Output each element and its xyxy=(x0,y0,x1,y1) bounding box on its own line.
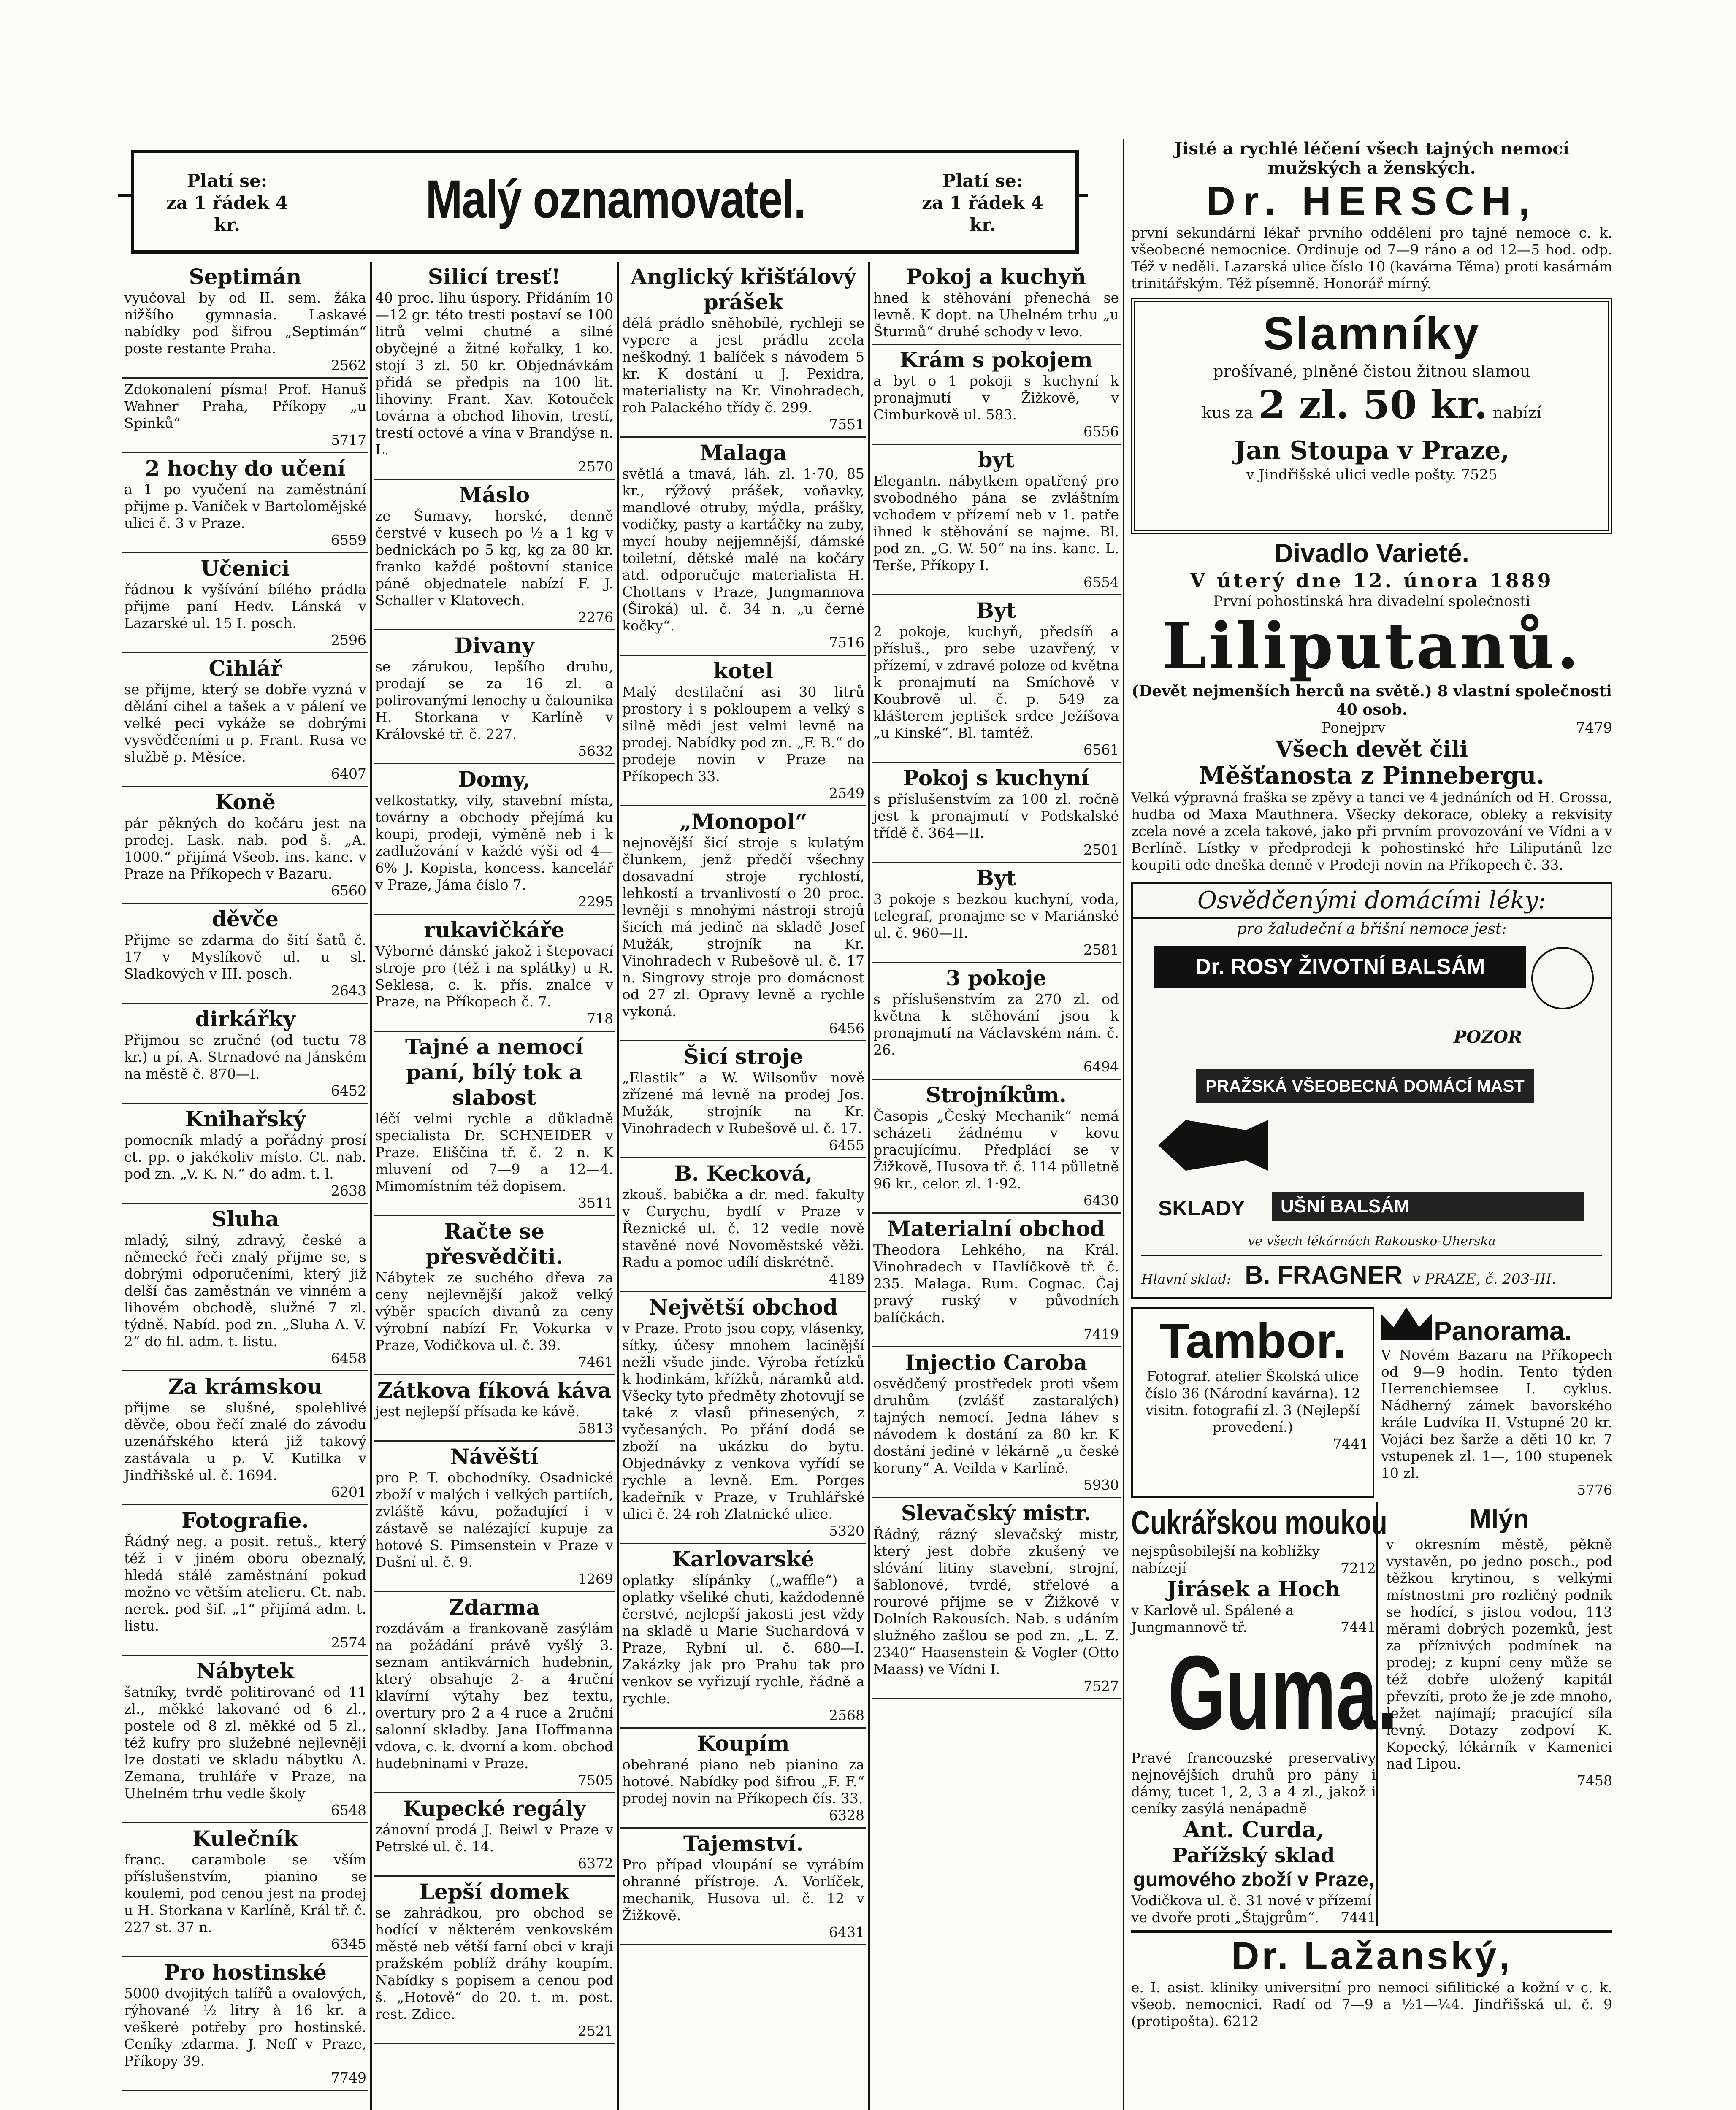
ad-number: 2581 xyxy=(1083,941,1119,958)
ad-heading: byt xyxy=(978,447,1015,472)
fragner-city: v PRAZE, č. 203-III. xyxy=(1412,1271,1556,1288)
classified-ad xyxy=(122,1204,368,1372)
ad-text: dělá prádlo sněhobílé, rychleji se vypere a jest prádlu zcela neškodný. 1 balíček s návodem 5 kr. K dostání u J. Pexidra, materialisty na Kr. Vinohradech, roh Palackého třídy č. 299. xyxy=(622,315,864,416)
ad-text: nejnovější šicí stroje s kulatým člunkem, jenž předčí všechny dosavadní stroje rychlostí, lehkostí a trvanlivostí o 20 proc. levněji s mnohými nástroji strojů šicích má jedině na skladě Josef Mužák, strojník na Kr. Vinohradech v Rubešově ul. č. 17 n. Singrovy stroje pro domácnost od 27 zl. Opravy levně a rychle vykoná. xyxy=(622,834,864,1020)
ad-number: 6345 xyxy=(331,1936,366,1952)
classified-ad xyxy=(122,904,368,1004)
ad-text: pár pěkných do kočáru jest na prodej. Lask. nab. pod š. „A. 1000.“ přijímá Všeob. ins. kanc. v Praze na Příkopech v Bazaru. xyxy=(124,815,366,882)
ad-heading: Pokoj s kuchyní xyxy=(903,766,1089,790)
ad-number: 6372 xyxy=(578,1855,613,1872)
ad-heading: Šicí stroje xyxy=(683,1044,803,1069)
balsam-rosy-label: Dr. ROSY ŽIVOTNÍ BALSÁM xyxy=(1154,946,1526,988)
ad-text: řádnou k vyšívání bílého prádla přijme paní Hedv. Lánská v Lazarské ul. 15 I. posch. xyxy=(124,581,366,631)
classified-ad xyxy=(872,863,1121,963)
classified-ad xyxy=(872,1214,1121,1347)
ad-number: 718 xyxy=(587,1010,613,1027)
ad-text: Přijme se zdarma do šití šatů č. 17 v Myslíkově ul. u sl. Sladkových v III. posch. xyxy=(124,932,366,982)
jirasek-text: v Karlově ul. Spálené a Jungmannově tř. xyxy=(1131,1602,1294,1635)
slamniky-price-prefix: kus za xyxy=(1202,403,1254,422)
ad-text: Theodora Lehkého, na Král. Vinohradech v Havlíčkově tř. č. 235. Malaga. Rum. Cognac. Čaj pravý ruský v původních balíčkách. xyxy=(873,1242,1119,1326)
ad-text: s příslušenstvím za 270 zl. od května k stěhování jsou k pronajmutí na Václavském nám. č. 26. xyxy=(873,991,1119,1058)
variete-date: V úterý dne 12. února 1889 xyxy=(1190,569,1554,592)
crown-icon xyxy=(1381,1307,1432,1340)
panorama-title: Panorama. xyxy=(1434,1316,1572,1346)
ad-heading: Karlovarské xyxy=(672,1547,815,1572)
ad-heading: Fotografie. xyxy=(181,1508,309,1533)
classified-ad xyxy=(620,262,866,438)
classified-ad xyxy=(122,1104,368,1204)
ad-text: oplatky slípánky („waffle“) a oplatky všeliké chuti, každodenně čerstvé, nejlepší jakosti jest vždy na skladě u Marie Suchardová v Praze, Rybní ul. č. 680—I. Zakázky jak pro Prahu tak pro venkov se vyřizují rychle, řádně a rychle. xyxy=(622,1572,864,1707)
slamniky-title: Slamníky xyxy=(1263,308,1481,360)
curda-name: Ant. Curda, xyxy=(1183,1817,1324,1843)
header-divider-left xyxy=(118,194,131,197)
column-rule-2 xyxy=(617,262,619,2110)
slamniky-price-suffix: nabízí xyxy=(1492,403,1542,422)
classified-ad xyxy=(620,1158,866,1292)
classified-ad xyxy=(872,595,1121,763)
classified-ad xyxy=(122,1656,368,1823)
ad-text: vyučoval by od II. sem. žáka nižšího gymnasia. Laskavé nabídky pod šifrou „Septimán“ poste restante Praha. xyxy=(124,289,366,357)
ad-heading: Divany xyxy=(454,633,534,658)
classified-ad xyxy=(122,262,368,379)
ad-text: léčí velmi rychle a důkladně specialista Dr. SCHNEIDER v Praze. Eliščina tř. č. 2 n. K mluvení od 7—9 a 12—4. Mimomístním též dopisem. xyxy=(375,1110,613,1194)
ad-number: 6201 xyxy=(331,1484,366,1500)
ads-column-2 xyxy=(374,262,615,2044)
ad-number: 2562 xyxy=(331,357,366,373)
guma-text: Pravé francouzské preservativy nejnovějších druhů pro pány i dámy, tucet 1, 2, 3 a 4 zl., jakož i ceníky zasýlá nenápadně xyxy=(1131,1750,1376,1817)
ad-text: Řádný neg. a posit. retuš., který též i v jiném oboru obeznalý, hledá stálé zaměstnání pokud možno ve větším atelieru. Ct. nab. nerek. pod šif. „1“ přijímá adm. t. listu. xyxy=(124,1533,366,1634)
ad-text: Výborné dánské jakož i štepovací stroje pro (též i na splátky) u R. Seklesa, c. k. přís. znalce v Praze, na Příkopech č. 7. xyxy=(375,943,613,1010)
liliputanu-title: Liliputanů. xyxy=(1162,609,1582,683)
ad-heading: Račte se přesvědčiti. xyxy=(425,1219,563,1269)
ad-number: 6556 xyxy=(1083,423,1119,440)
classified-ad xyxy=(374,1794,615,1877)
ad-text: zkouš. babička a dr. med. fakulty v Curychu, bydlí v Praze v Řeznické ul. č. 12 vedle nově stavěné nové Novoměstské věži. Radu a pomoc udílí diskrétně. xyxy=(622,1186,864,1270)
tambor-title: Tambor. xyxy=(1159,1313,1346,1368)
mast-label: PRAŽSKÁ VŠEOBECNÁ DOMÁCÍ MAST xyxy=(1196,1069,1534,1103)
hersch-name: Dr. HERSCH, xyxy=(1206,179,1538,224)
usni-label: UŠNÍ BALSÁM xyxy=(1272,1192,1584,1221)
classified-ad xyxy=(122,553,368,653)
variete-number: 7479 xyxy=(1576,720,1612,736)
classified-ad xyxy=(872,445,1121,595)
header-left-small: Platí se: xyxy=(187,170,268,191)
jirasek-number: 7441 xyxy=(1341,1619,1376,1635)
ad-heading: Strojníkům. xyxy=(926,1082,1067,1107)
ad-text: Malý destilační asi 30 litrů prostory i s pokloupem a velký s silně mědi jest velmi levně na prodej. Nabídky pod zn. „F. B.“ do prodeje novin v Praze na Příkopech 33. xyxy=(622,684,864,784)
ad-number: 1269 xyxy=(578,1571,613,1587)
stoupa-address: v Jindřišské ulici vedle pošty. xyxy=(1246,466,1457,483)
classified-ad xyxy=(122,379,368,453)
fragner-name: B. FRAGNER xyxy=(1245,1261,1403,1289)
ad-heading: Zátkova fíková káva xyxy=(377,1378,612,1403)
classified-ad xyxy=(872,1080,1121,1214)
ad-heading: Kupecké regály xyxy=(403,1796,586,1821)
ponejprv: Ponejprv xyxy=(1321,720,1386,736)
header-right-small: Platí se: xyxy=(942,170,1023,191)
hersch-ad xyxy=(1131,139,1612,292)
ad-text: 2 pokoje, kuchyň, předsíň a přísluš., pro sebe uzavřený, v přízemí, v zdravé poloze od května k pronajmutí na Smíchově v Koubrově ul. č. p. 549 za klášterem jeptišek srdce Ježíšova „u Kinské“. Bl. tamtéž. xyxy=(873,623,1119,741)
classified-ad xyxy=(872,763,1121,863)
tambor-text: Fotograf. atelier Školská ulice číslo 36 (Národní kavárna). 12 visitn. fotografií zl. 3 (Nejlepší provedení.) xyxy=(1145,1368,1361,1435)
parizsky-sklad: Pařížský sklad xyxy=(1172,1844,1335,1867)
classified-ad xyxy=(872,963,1121,1080)
ad-heading: Byt xyxy=(976,866,1016,890)
ad-text: přijme se slušné, spolehlivé děvče, obou řečí znalé do závodu uzenářského která již takový zastávala u p. V. Kutilka v Jindřišské ul. č. 1694. xyxy=(124,1399,366,1483)
ad-heading: Pokoj a kuchyň xyxy=(906,264,1086,289)
classified-ad xyxy=(620,806,866,1041)
ad-text: rozdávám a frankovaně zasýlám na požádání právě vyšlý 3. seznam antikvárních hudebnin, který obsahuje 2- a 4ruční klavírní výtahy bez textu, overtury pro 2 a 4 ruce a 2ruční salonní skladby. Jana Hoffmanna vdova, c. k. dvorní a kom. obchod hudebninami v Praze. xyxy=(375,1620,613,1772)
ad-number: 7516 xyxy=(829,634,864,651)
ad-number: 4189 xyxy=(829,1271,864,1287)
ad-number: 2574 xyxy=(331,1634,366,1651)
ad-heading: Knihařský xyxy=(185,1106,306,1131)
mlyn-text: v okresním městě, pěkně vystavěn, po jedno posch., pod těžkou krytinou, s velkými místnostmi pro rozličný podnik se hodící, s jistou vodou, 113 měrami dobrých pozemků, jest za příznivých podmínek na prodej; z kupní ceny může se též dobře uložený kapitál převzíti, proto že je zde mnoho, ležet najímají; pracující síla levný. Dotazy zodpoví K. Kopecký, lékárník v Kamenici nad Lipou. xyxy=(1386,1536,1612,1772)
ad-text: 40 proc. lihu úspory. Přidáním 10—12 gr. této tresti postaví se 100 litrů velmi chutné a silné obyčejné a žitné kořalky, 1 ko. stojí 3 zl. 50 kr. Objednávkám přidá se předpis na 100 lit. lihoviny. Frant. Xav. Kotouček továrna a obchod lihovin, trestí, trestí octové a vína v Brandýse n. L. xyxy=(375,289,613,458)
classified-ad xyxy=(374,630,615,764)
classified-ad xyxy=(620,438,866,656)
ad-heading: Tajné a nemocí paní, bílý tok a slabost xyxy=(405,1034,584,1110)
mestanosta-title: Měšťanosta z Pinnebergu. xyxy=(1199,762,1544,790)
ad-heading: Za krámskou xyxy=(168,1374,322,1399)
header-banner xyxy=(131,150,1079,254)
classified-ad xyxy=(122,1004,368,1104)
lazansky-number: 6212 xyxy=(1223,2013,1259,2029)
classified-ad xyxy=(374,915,615,1032)
ad-heading: Učenici xyxy=(200,556,290,581)
classified-ad xyxy=(872,262,1121,345)
classified-ad xyxy=(122,1372,368,1505)
ad-number: 5813 xyxy=(578,1420,613,1436)
pozor-label: POZOR xyxy=(1454,1027,1522,1047)
cukrar-title: Cukrářskou moukou xyxy=(1131,1504,1387,1541)
fish-icon xyxy=(1158,1120,1268,1171)
classified-ad xyxy=(122,787,368,904)
ad-number: 6430 xyxy=(1083,1192,1119,1209)
ad-text: se zahrádkou, pro obchod se hodící v některém venkovském městě neb větší farní obci v kraji pražském poblíž dráhy koupím. Nabídky s popisem a cenou pod š. „Hotově“ do 20. t. m. post. rest. Zdice. xyxy=(375,1904,613,2022)
ad-number: 7419 xyxy=(1083,1326,1119,1342)
variete-text: Velká výpravná fraška se zpěvy a tanci ve 4 jednáních od H. Grossa, hudba od Maxa Mauthnera. Všecky dekorace, obleky a rekvisity zcela nové a zcela takové, jako při prvním provozování ve Vídni a v Berlíně. Lístky v předprodeji k pohostinské hře Liliputánů lze koupiti ode dneška denně v Prodeji novin na Příkopech č. 33. xyxy=(1131,789,1612,873)
lazansky-ad xyxy=(1131,1930,1612,2030)
ad-number: 2295 xyxy=(578,893,613,910)
ad-number: 2638 xyxy=(331,1182,366,1199)
slamniky-text: prošívané, plněné čistou žitnou slamou xyxy=(1213,362,1530,381)
slamniky-ad xyxy=(1131,298,1612,534)
classified-ad xyxy=(620,1829,866,1945)
ad-number: 2568 xyxy=(829,1707,864,1723)
classified-ad xyxy=(374,262,615,480)
classified-ad xyxy=(374,764,615,915)
variete-ad xyxy=(1131,538,1612,874)
jirasek-name: Jirásek a Hoch xyxy=(1167,1577,1341,1601)
curda-text: Vodičkova ul. č. 31 nové v přízemí ve dvoře proti „Štajgrům“. xyxy=(1131,1892,1372,1926)
ad-number: 6560 xyxy=(331,882,366,899)
ad-number: 5930 xyxy=(1083,1477,1119,1493)
ad-text: v Praze. Proto jsou copy, vlásenky, sítky, účesy mnohem lacinější nežli všude jinde. Výroba řetízků k hodinkám, křížků, náramků atd. Všecky tyto předměty zhotovují se také z vlasů přinesených, z vyčesaných. Po přání dodá se zboží na ukázku do bytu. Objednávky z venkova vyřídí se rychle a levně. Em. Porges kadeřník v Praze, v Truhlářské ulici č. 24 roh Zlatnické ulice. xyxy=(622,1320,864,1522)
classified-ad xyxy=(620,1292,866,1544)
ad-heading: dirkářky xyxy=(195,1006,295,1031)
classified-ad xyxy=(374,1877,615,2044)
ad-heading: Krám s pokojem xyxy=(899,347,1093,372)
classified-ad xyxy=(374,1375,615,1442)
ad-heading: Pro hostinské xyxy=(164,1960,327,1985)
ad-heading: Tajemství. xyxy=(683,1831,804,1856)
ad-number: 6458 xyxy=(331,1350,366,1366)
ad-text: s příslušenstvím za 100 zl. ročně jest k pronajmutí v Podskalské třídě č. 364—II. xyxy=(873,791,1119,841)
ad-heading: Anglický křišťálový prášek xyxy=(631,264,856,314)
ad-heading: kotel xyxy=(713,658,773,683)
balsam-headline: Osvědčenými domácími léky: xyxy=(1133,884,1611,919)
classified-ad xyxy=(122,453,368,553)
ad-text: franc. carambole se vším příslušenstvím, pianino se koulemi, pod cenou jest na prodej u H. Storkana v Karlíně, Král tř. č. 227 st. 37 n. xyxy=(124,1851,366,1935)
hersch-text: první sekundární lékař prvního oddělení pro tajné nemoce c. k. všeobecné nemocnice. Ordinuje od 7—9 ráno a od 12—5 hod. odp. Též v neděli. Lazarská ulice číslo 10 (kavárna Těma) proti kasárnám trinitářským. Též písemně. Honorář mírný. xyxy=(1131,225,1612,292)
ad-text: pro P. T. obchodníky. Osadnické zboží v malých i velkých partiích, zvláště kávu, požadující i v zástavě se nalézající kupuje za hotové S. Pimsenstein v Praze v Dušní ul. č. 9. xyxy=(375,1469,613,1570)
ad-heading: Kulečník xyxy=(192,1826,298,1851)
classified-ad xyxy=(122,653,368,787)
ad-heading: Byt xyxy=(976,598,1016,623)
ad-number: 7461 xyxy=(578,1354,613,1370)
ad-heading: rukavičkáře xyxy=(424,917,565,942)
classified-ad xyxy=(620,1544,866,1729)
ad-number: 6456 xyxy=(829,1020,864,1036)
ad-text: se přijme, který se dobře vyzná v dělání cihel a tašek a v pálení ve velké peci vykáže se dobrými vysvědčeními u p. Frant. Rusa ve službě p. Měsíce. xyxy=(124,681,366,765)
ad-heading: Injectio Caroba xyxy=(905,1350,1088,1375)
balsam-ad xyxy=(1131,882,1612,1299)
ads-column-4 xyxy=(872,262,1121,1699)
classified-ad xyxy=(122,1505,368,1656)
ad-heading: Návěští xyxy=(450,1444,539,1469)
tambor-ad xyxy=(1131,1307,1374,1498)
balsam-subline: pro žaludeční a břišní nemoce jest: xyxy=(1237,920,1507,938)
ads-column-3 xyxy=(620,262,866,1945)
classified-ad xyxy=(374,1216,615,1375)
ad-heading: 2 hochy do učení xyxy=(145,456,346,481)
header-right-price: za 1 řádek 4 kr. xyxy=(922,192,1043,235)
ad-heading: Domy, xyxy=(458,767,531,792)
ad-text: Nábytek ze suchého dřeva za ceny nejlevnější jakož velký výběr spacích divanů za ceny výrobní nabízí Fr. Vokurka v Praze, Vodičkova ul. č. 39. xyxy=(375,1269,613,1353)
ad-heading: Lepší domek xyxy=(419,1879,569,1904)
ad-text: Elegantn. nábytkem opatřený pro svobodného pána se zvláštním vchodem v přízemí neb v 1. patře ihned k stěhování se najme. Bl. pod zn. „G. W. 50“ na ins. kanc. L. Terše, Příkopy I. xyxy=(873,473,1119,573)
ad-number: 6328 xyxy=(829,1807,864,1823)
ad-number: 2596 xyxy=(331,632,366,648)
ad-text: Řádný, rázný slevačský mistr, který jest dobře zkušený ve slévání litiny stavební, strojní, šablonové, tvrdé, střelové a rourové přijme se v Žižkově v Dolních Rakousích. Nab. s udáním služného zašlou se pod zn. „L. Z. 2340“ Haasenstein & Vogler (Otto Maass) ve Vídni I. xyxy=(873,1526,1119,1677)
ad-number: 2276 xyxy=(578,609,613,625)
ad-text: se zárukou, lepšího druhu, prodají se za 16 zl. a polirovanými lenochy u čalounika H. Storkana v Karlíně v Královské tř. č. 227. xyxy=(375,658,613,742)
cukrar-text: nejspůsobilejší na koblížky nabízejí xyxy=(1131,1543,1320,1576)
header-divider-right xyxy=(1075,194,1088,197)
ad-text: „Elastik“ a W. Wilsonův nově zřízené má levně na prodej Jos. Mužák, strojník na Kr. Vinohradech v Rubešově ul. č. 17. xyxy=(622,1069,864,1136)
ad-text: 5000 dvojitých talířů a ovalových, rýhované ½ litry à 16 kr. a veškeré potřeby pro hostinské. Ceníky zdarma. J. Neff v Praze, Příkopy 39. xyxy=(124,1985,366,2069)
ad-number: 5632 xyxy=(578,743,613,759)
header-left-price: za 1 řádek 4 kr. xyxy=(166,192,288,235)
variete-title: Divadlo Varieté. xyxy=(1274,539,1469,568)
cukrar-number: 7212 xyxy=(1341,1560,1376,1576)
ad-heading: Nábytek xyxy=(196,1658,294,1683)
ad-number: 7551 xyxy=(829,416,864,433)
ad-text: Časopis „Český Mechanik“ nemá scházeti žádnému v kovu pracujícímu. Předplácí se v Žižkově, Husova tř. č. 114 půlletně 96 kr., celor. zl. 1·92. xyxy=(873,1108,1119,1192)
ad-heading: Koně xyxy=(215,790,276,814)
ads-column-right xyxy=(1131,139,1612,2030)
ad-text: Pro případ vloupání se vyrábím ohranné přístroje. A. Vorlíček, mechanik, Husova ul. č. 12 v Žižkově. xyxy=(622,1856,864,1923)
ad-text: světlá a tmavá, láh. zl. 1·70, 85 kr., rýžový prášek, voňavky, mandlové otruby, mýdla, prášky, vodičky, pasty a kartáčky na zuby, mycí houby nejjemnější, dámské toiletní, dětské malé na kočáry atd. odporučuje materialista H. Chottans v Praze, Jungmannova (Široká) ul. č. 34 n. „u černé kočky“. xyxy=(622,465,864,634)
ad-heading: B. Kecková, xyxy=(674,1161,813,1186)
lazansky-text: e. I. asist. kliniky universitní pro nemoci sifilitické a kožní v c. k. všeob. nemocnici. Radí od 7—9 a ½1—¼4. Jindřišská ul. č. 9 (protipošta). xyxy=(1131,1979,1612,2029)
classified-ad xyxy=(872,1347,1121,1498)
ad-text: jest nejlepší přísada ke kávě. xyxy=(375,1403,580,1420)
panorama-number: 5776 xyxy=(1577,1482,1612,1498)
mlyn-title: Mlýn xyxy=(1469,1504,1529,1534)
ad-heading: Největší obchod xyxy=(649,1295,838,1320)
ad-heading: Malaga xyxy=(699,440,787,465)
ad-text: šatníky, tvrdě politirované od 11 zl., měkké lakované od 6 zl., postele od 8 zl. měkké od 5 zl., též kufry pro služebné nejlevněji lze dostati ve skladu nábytku A. Zemana, truhláře v Praze, na Uhelném trhu vedle školy xyxy=(124,1684,366,1802)
ad-number: 5320 xyxy=(829,1523,864,1539)
ad-number: 2570 xyxy=(578,458,613,475)
classified-ad xyxy=(620,656,866,806)
ad-number: 6431 xyxy=(829,1924,864,1940)
liliputanu-sub: (Devět nejmenších herců na světě.) 8 vlastní společnosti 40 osob. xyxy=(1132,682,1612,719)
ad-heading: Slevačský mistr. xyxy=(901,1501,1091,1526)
classified-ad xyxy=(374,1032,615,1216)
ad-number: 6554 xyxy=(1083,574,1119,590)
ad-text: Přijmou se zručné (od tuctu 78 kr.) u pí. A. Strnadové na Jánském na městě č. 870—I. xyxy=(124,1032,366,1082)
hlavni-sklad-label: Hlavní sklad: xyxy=(1141,1271,1231,1287)
lazansky-name: Dr. Lažanský, xyxy=(1231,1934,1513,1977)
page-title: Malý oznamovatel. xyxy=(425,169,805,230)
gumoveho-zbozi: gumového zboží v Praze, xyxy=(1133,1869,1374,1891)
ad-heading: „Monopol“ xyxy=(679,809,807,834)
ad-text: velkostatky, vily, stavební místa, továrny a obchody přejímá ku koupi, prodeji, výměně neb i k zadlužování v každé výši od 4—6% J. Kopista, koncess. kancelář v Praze, Jáma číslo 7. xyxy=(375,792,613,893)
ads-column-1 xyxy=(122,262,368,2091)
column-rule-1 xyxy=(370,262,372,2110)
ad-number: 6452 xyxy=(331,1082,366,1099)
tambor-number: 7441 xyxy=(1333,1436,1368,1452)
ad-heading: Máslo xyxy=(458,482,530,507)
ad-number: 6494 xyxy=(1083,1058,1119,1075)
ad-number: 7749 xyxy=(331,2069,366,2086)
ad-number: 2501 xyxy=(1083,841,1119,858)
ad-heading: Zdarma xyxy=(449,1595,540,1620)
ad-text: ze Šumavy, horské, denně čerstvé v kusech po ½ a 1 kg v bednickách po 5 kg, kg za 80 kr. franko každé poštovní stanice páně objednatele nabízí F. J. Schaller v Klatovech. xyxy=(375,508,613,609)
classified-ad xyxy=(122,1823,368,1957)
ad-number: 2549 xyxy=(829,785,864,801)
ad-text: obehrané piano neb pianino za hotové. Nabídky pod šifrou „F. F.“ prodej novin na Příkopech čís. 33. xyxy=(622,1756,864,1807)
ad-heading: 3 pokoje xyxy=(945,966,1047,990)
curda-number: 7441 xyxy=(1341,1909,1376,1926)
classified-ad xyxy=(620,1041,866,1158)
ad-number: 7505 xyxy=(578,1772,613,1788)
classified-ad xyxy=(620,1729,866,1829)
devet-title: Všech devět čili xyxy=(1275,736,1468,762)
panorama-text: V Novém Bazaru na Příkopech od 9—9 hodin. Tento týden Herrenchiemsee I. cyklus. Nádherný zámek bavorského krále Ludvíka II. Vstupné 20 kr. Vojáci bez šarže a děti 10 kr. 7 vstupenek zl. 1—, 100 stupenek 10 zl. xyxy=(1381,1347,1612,1481)
ad-number: 6455 xyxy=(829,1137,864,1153)
hersch-top-line: Jisté a rychlé léčení všech tajných nemocí mužských a ženských. xyxy=(1174,139,1569,178)
ad-text: mladý, silný, zdravý, české a německé řeči znalý přijme se, s dobrými odporučeními, který již delší čas zaměstnán ve vinném a lihovém obchodě, služné 7 zl. týdně. Nabíd. pod zn. „Sluha A. V. 2“ do fil. adm. t. listu. xyxy=(124,1232,366,1350)
variete-sub: První pohostinská hra divadelní společnosti xyxy=(1213,593,1530,610)
ad-text: Zdokonalení písma! Prof. Hanuš Wahner Praha, Příkopy „u Spinků“ xyxy=(124,381,366,431)
ad-text: zánovní prodá J. Beiwl v Praze v Petrské ul. č. 14. xyxy=(375,1821,613,1855)
classified-ad xyxy=(872,1498,1121,1699)
ad-text: a byt o 1 pokoji s kuchyní k pronajmutí v Žižkově, v Cimburkově ul. 583. xyxy=(873,373,1119,423)
ad-heading: Materialní obchod xyxy=(887,1216,1105,1241)
ad-number: 3511 xyxy=(578,1195,613,1211)
classified-ad xyxy=(374,1592,615,1794)
ad-heading: Koupím xyxy=(697,1731,790,1756)
sklady-label: SKLADY xyxy=(1158,1196,1245,1220)
ad-number: 6407 xyxy=(331,766,366,782)
ad-text: osvědčený prostředek proti všem druhům (zvlášť zastaralých) tajných nemocí. Jedna láhev s návodem k dostání za 80 kr. K dostání jediné v lékárně „u české koruny“ A. Veilda v Karlíně. xyxy=(873,1375,1119,1476)
stoupa-number: 7525 xyxy=(1461,466,1498,483)
ad-text: pomocník mladý a pořádný prosí ct. pp. o jakékoliv místo. Ct. nab. pod zn. „V. K. N.“ do adm. t. l. xyxy=(124,1132,366,1182)
panorama-ad xyxy=(1374,1307,1612,1498)
ad-heading: Sluha xyxy=(211,1206,279,1231)
ad-number: 2521 xyxy=(578,2023,613,2039)
lekarny-text: ve všech lékárnách Rakousko-Uherska xyxy=(1248,1234,1496,1249)
ad-text: a 1 po vyučení na zaměstnání přijme p. Vaníček v Bartolomějské ulici č. 3 v Praze. xyxy=(124,481,366,531)
ad-heading: Silicí tresť! xyxy=(428,264,561,289)
ad-heading: děvče xyxy=(211,906,279,931)
classified-ad xyxy=(122,1957,368,2091)
ad-number: 6548 xyxy=(331,1802,366,1818)
ad-heading: Septimán xyxy=(189,264,302,289)
ad-number: 6559 xyxy=(331,532,366,548)
ad-number: 7527 xyxy=(1083,1678,1119,1694)
ad-number: 6561 xyxy=(1083,741,1119,758)
ad-number: 2643 xyxy=(331,982,366,999)
ad-heading: Cihlář xyxy=(209,656,282,681)
ad-text: hned k stěhování přenechá se levně. K dopt. na Uhelném trhu „u Šturmů“ druhé schody v levo. xyxy=(873,289,1119,340)
bottle-icon xyxy=(1531,947,1594,1009)
classified-ad xyxy=(374,480,615,630)
ad-number: 5717 xyxy=(331,432,366,448)
stoupa-name: Jan Stoupa v Praze, xyxy=(1234,436,1510,465)
column-rule-3 xyxy=(868,262,870,2110)
slamniky-price: 2 zl. 50 kr. xyxy=(1258,382,1488,427)
guma-title: Guma. xyxy=(1168,1634,1398,1751)
ad-text: 3 pokoje s bezkou kuchyní, voda, telegraf, pronajme se v Mariánské ul. č. 960—II. xyxy=(873,891,1119,941)
classified-ad xyxy=(374,1442,615,1592)
mlyn-number: 7458 xyxy=(1577,1772,1612,1789)
classified-ad xyxy=(872,345,1121,445)
column-rule-4 xyxy=(1123,139,1124,2110)
